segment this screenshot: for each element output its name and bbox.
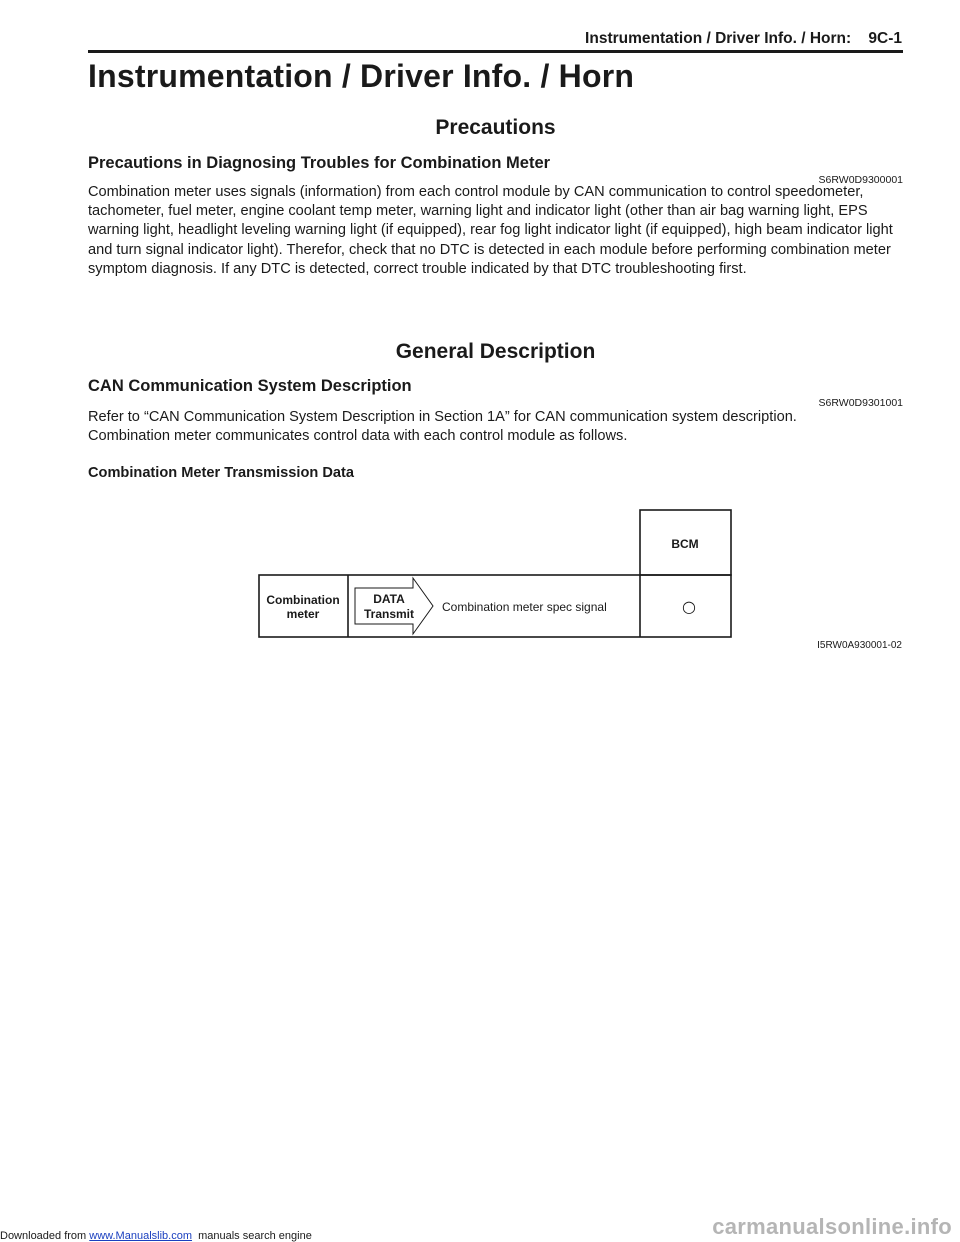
can-paragraph-2: Combination meter communicates control data with each control module as follows.	[88, 428, 628, 444]
page-title: Instrumentation / Driver Info. / Horn	[88, 58, 635, 94]
signal-label: Combination meter spec signal	[442, 600, 607, 614]
running-header	[585, 30, 902, 48]
can-paragraph-1: Refer to “CAN Communication System Description in Section 1A” for CAN communication system description.	[88, 409, 797, 425]
running-title: Instrumentation / Driver Info. / Horn:	[585, 30, 852, 47]
arrow-label-line-2: Transmit	[363, 607, 415, 621]
footer-suffix: manuals search engine	[191, 1230, 312, 1242]
precautions-paragraph: Combination meter uses signals (information) from each control module by CAN communication to control speedometer, tachometer, fuel meter, engine coolant temp meter, warning light and indicator light (other than air bag warning light, EPS warning light, headlight leveling warning light (if equipped), rear fog light indicator light (if equipped), high beam indicator light and turn signal indicator light). Therefor, check that no DTC is detected in each module before performing combination meter symptom diagnosis. If any DTC is detected, correct trouble indicated by that DTC troubleshooting first.	[88, 184, 893, 277]
bcm-receive-mark: ○	[682, 597, 696, 616]
bcm-label: BCM	[671, 537, 699, 551]
sender-label-line-1: Combination	[266, 593, 340, 607]
general-heading: General Description	[395, 340, 596, 363]
precautions-subheading: Precautions in Diagnosing Troubles for Combination Meter	[88, 154, 551, 172]
arrow-label-line-1: DATA	[373, 592, 405, 606]
header-rule	[88, 50, 903, 53]
footer-prefix: Downloaded from	[0, 1230, 90, 1242]
can-subheading: CAN Communication System Description	[88, 377, 412, 395]
transmission-data-diagram	[258, 509, 733, 639]
sender-label-line-2: meter	[286, 607, 320, 621]
manualslib-link[interactable]: www.Manualslib.com	[89, 1230, 192, 1242]
data-transmit-arrow	[355, 578, 433, 634]
precautions-code: S6RW0D9300001	[818, 174, 903, 186]
diagram-caption: Combination Meter Transmission Data	[88, 465, 354, 481]
site-watermark: carmanualsonline.info	[712, 1214, 952, 1239]
can-code: S6RW0D9301001	[818, 397, 903, 409]
figure-code: I5RW0A930001-02	[817, 640, 902, 651]
page-number: 9C-1	[868, 30, 902, 47]
precautions-heading: Precautions	[435, 116, 556, 139]
download-footer	[0, 1230, 312, 1242]
